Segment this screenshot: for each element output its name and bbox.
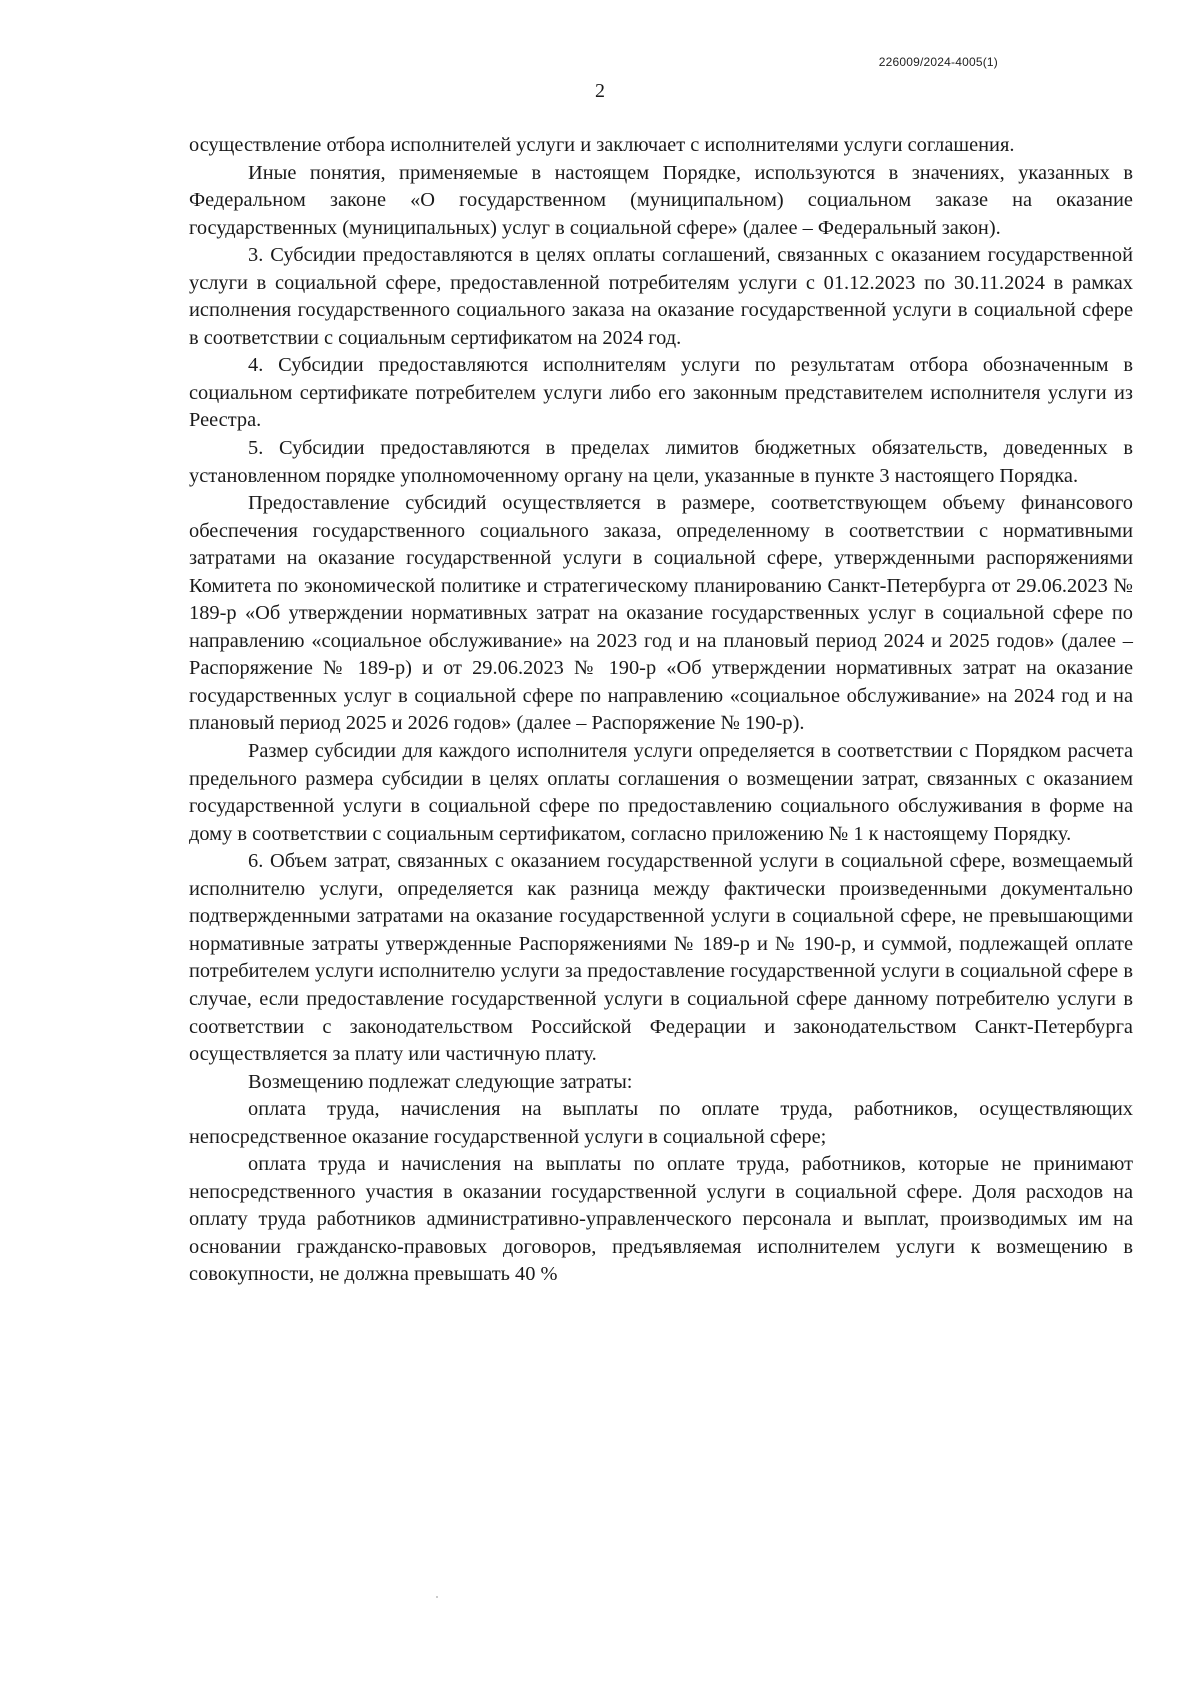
paragraph-cost-direct-labor: оплата труда, начисления на выплаты по оплате труда, работников, осуществляющих непосредственное оказание государственной услуги в социальной сфере; <box>189 1098 1133 1148</box>
paragraph-cost-indirect-labor: оплата труда и начисления на выплаты по оплате труда, работников, которые не принимают непосредственного участия в оказании государственной услуги в социальной сфере. Доля расходов на оплату труда работников административно-управленческого персонала и выплат, производимых им на основании гражданско-правовых договоров, предъявляемая исполнителем услуги к возмещению в совокупности, не должна превышать 40 % <box>189 1153 1133 1286</box>
paragraph-item-6: 6. Объем затрат, связанных с оказанием государственной услуги в социальной сфере, возмещаемый исполнителю услуги, определяется как разница между фактически произведенными документально подтвержденными затратами на оказание государственной услуги в социальной сфере, не превышающими нормативные затраты утвержденные Распоряжениями № 189-р и № 190-р, и суммой, подлежащей оплате потребителем услуги исполнителю услуги за предоставление государственной услуги в социальной сфере в случае, если предоставление государственной услуги в социальной сфере данному потребителю услуги в соответствии с законодательством Российской Федерации и законодательством Санкт-Петербурга осуществляется за плату или частичную плату. <box>189 850 1133 1066</box>
paragraph-item-4: 4. Субсидии предоставляются исполнителям услуги по результатам отбора обозначенным в социальном сертификате потребителем услуги либо его законным представителем исполнителя услуги из Реестра. <box>189 354 1133 432</box>
scan-speck <box>436 1596 438 1598</box>
document-registration-number: 226009/2024-4005(1) <box>878 55 998 69</box>
paragraph-definitions: Иные понятия, применяемые в настоящем Порядке, используются в значениях, указанных в Федеральном законе «О государственном (муниципальном) социальном заказе на оказание государственных (муниципальных) услуг в социальной сфере» (далее – Федеральный закон). <box>189 161 1133 239</box>
paragraph-subsidy-provision: Предоставление субсидий осуществляется в размере, соответствующем объему финансового обеспечения государственного социального заказа, определенному в соответствии с нормативными затратами на оказание государственной услуги в социальной сфере, утвержденными распоряжениями Комитета по экономической политике и стратегическому планированию Санкт-Петербурга от 29.06.2023 № 189-р «Об утверждении нормативных затрат на оказание государственных услуг в социальной сфере по направлению «социальное обслуживание» на 2023 год и на плановый период 2024 и 2025 годов» (далее – Распоряжение № 189-р) и от 29.06.2023 № 190-р «Об утверждении нормативных затрат на оказание государственных услуг в социальной сфере по направлению «социальное обслуживание» на 2024 год и на плановый период 2025 и 2026 годов» (далее – Распоряжение № 190-р). <box>189 492 1133 735</box>
paragraph-continuation: осуществление отбора исполнителей услуги и заключает с исполнителями услуги соглашения. <box>189 134 1015 156</box>
paragraph-item-3: 3. Субсидии предоставляются в целях оплаты соглашений, связанных с оказанием государственной услуги в социальной сфере, предоставленной потребителям услуги с 01.12.2023 по 30.11.2024 в рамках исполнения государственного социального заказа на оказание государственной услуги в социальной сфере в соответствии с социальным сертификатом на 2024 год. <box>189 244 1133 349</box>
paragraph-subsidy-size: Размер субсидии для каждого исполнителя услуги определяется в соответствии с Порядком расчета предельного размера субсидии в целях оплаты соглашения о возмещении затрат, связанных с оказанием государственной услуги в социальной сфере по предоставлению социального обслуживания в форме на дому в соответствии с социальным сертификатом, согласно приложению № 1 к настоящему Порядку. <box>189 740 1133 845</box>
paragraph-item-5: 5. Субсидии предоставляются в пределах лимитов бюджетных обязательств, доведенных в установленном порядке уполномоченному органу на цели, указанные в пункте 3 настоящего Порядка. <box>189 437 1133 487</box>
paragraph-reimbursable-costs-intro: Возмещению подлежат следующие затраты: <box>248 1070 633 1093</box>
page-number: 2 <box>595 80 605 102</box>
document-body <box>189 132 1133 1289</box>
